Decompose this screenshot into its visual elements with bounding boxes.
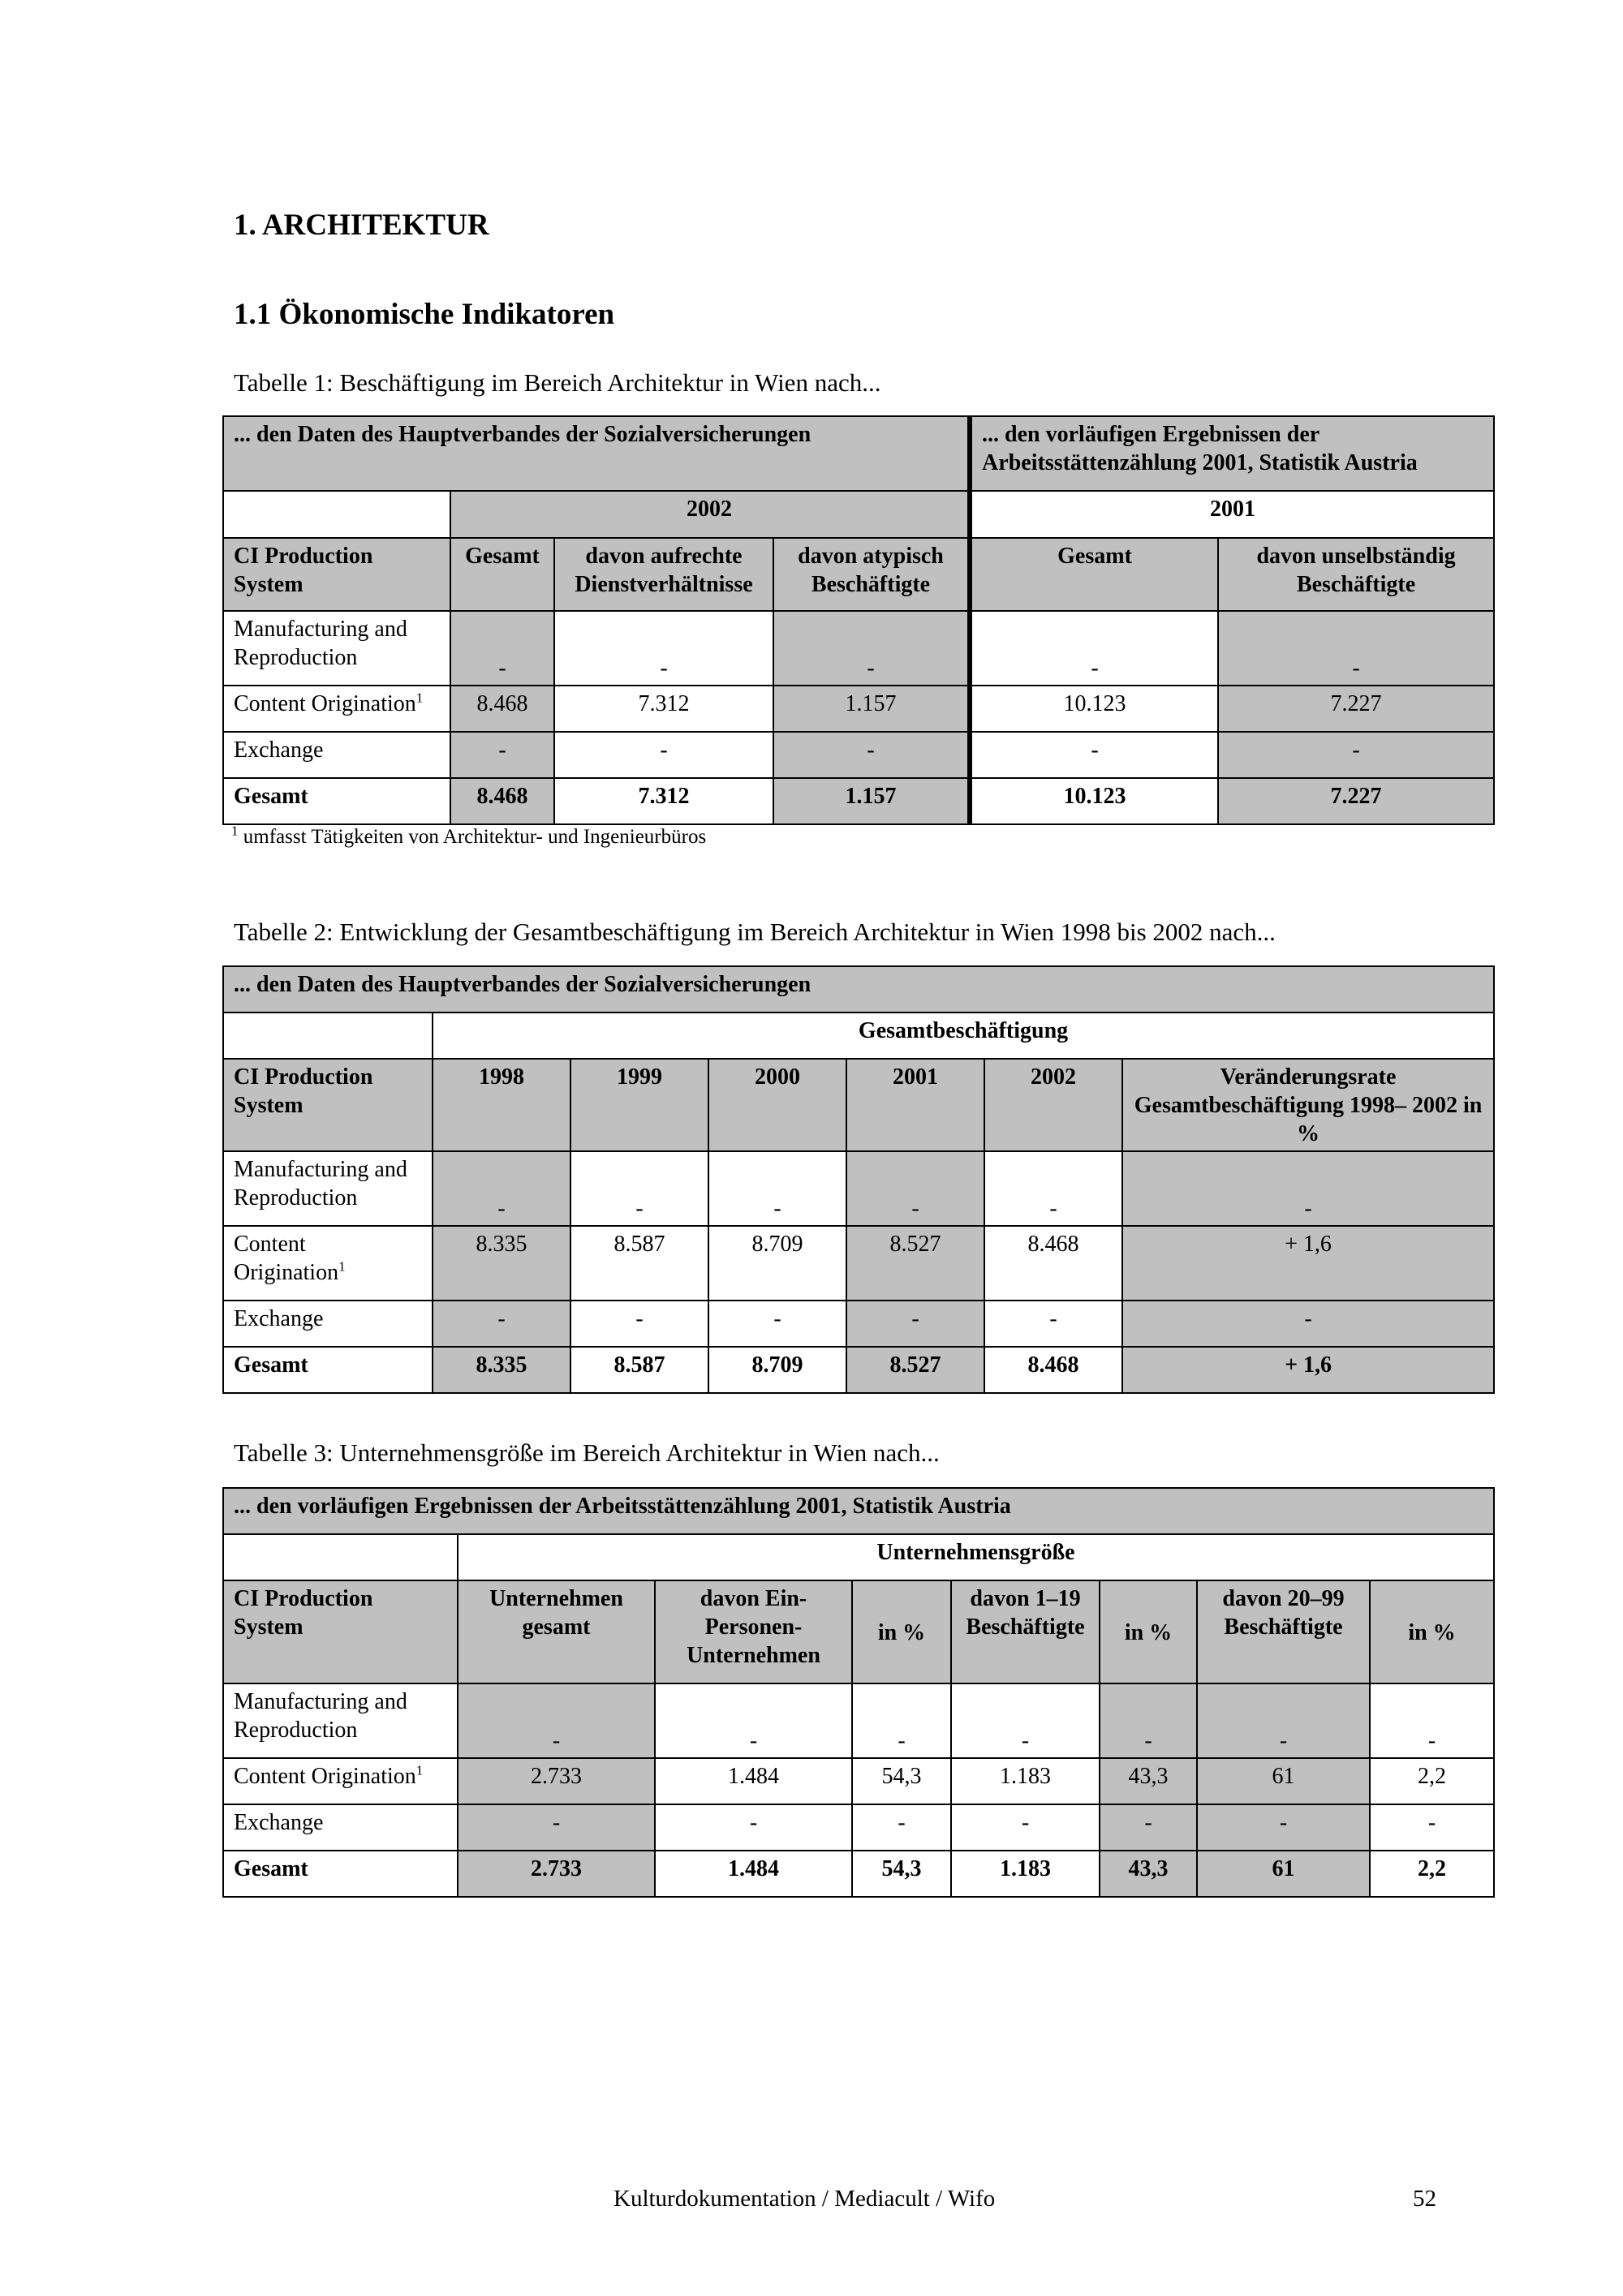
table-cell: - bbox=[773, 732, 970, 778]
table-cell: - bbox=[433, 1151, 570, 1226]
table1-header: davon aufrechte Dienstverhältnisse bbox=[554, 538, 773, 611]
footnote-marker: 1 bbox=[415, 690, 424, 706]
table-cell: - bbox=[852, 1683, 951, 1758]
table-cell: - bbox=[433, 1301, 570, 1347]
table3-header: in % bbox=[1370, 1580, 1494, 1683]
table1-year-right: 2001 bbox=[970, 491, 1494, 538]
table-row bbox=[223, 1683, 1494, 1758]
table-row bbox=[223, 732, 1494, 778]
table1-year-left: 2002 bbox=[450, 491, 970, 538]
table1-header: davon atypisch Beschäftigte bbox=[773, 538, 970, 611]
table2-header: Veränderungsrate Gesamtbeschäftigung 1998– 2002 in % bbox=[1122, 1059, 1494, 1151]
table-cell: 1.183 bbox=[951, 1851, 1100, 1897]
table3-header: in % bbox=[1100, 1580, 1197, 1683]
table-cell: 54,3 bbox=[852, 1758, 951, 1804]
table2-header: 1999 bbox=[570, 1059, 708, 1151]
row-label: Content Origination$^1$ bbox=[223, 1758, 458, 1804]
table-cell: 7.312 bbox=[554, 778, 773, 824]
table-cell: 7.227 bbox=[1218, 686, 1494, 732]
footer-text: Kulturdokumentation / Mediacult / Wifo bbox=[613, 2186, 996, 2212]
table2-header: 2002 bbox=[984, 1059, 1122, 1151]
table1-caption: Tabelle 1: Beschäftigung im Bereich Architektur in Wien nach... bbox=[234, 368, 881, 397]
table-cell: - bbox=[1218, 732, 1494, 778]
table-cell: 8.527 bbox=[846, 1226, 984, 1301]
table-cell: 10.123 bbox=[970, 778, 1218, 824]
table3-header: davon 1–19 Beschäftigte bbox=[951, 1580, 1100, 1683]
table3-header: davon 20–99 Beschäftigte bbox=[1197, 1580, 1370, 1683]
row-label: Exchange bbox=[223, 1804, 458, 1851]
table-row bbox=[223, 1151, 1494, 1226]
row-label: Manufacturing and Reproduction bbox=[223, 1683, 458, 1758]
table-cell: 1.484 bbox=[655, 1851, 852, 1897]
table-cell: - bbox=[846, 1301, 984, 1347]
table-row bbox=[223, 1758, 1494, 1804]
table-cell: 8.587 bbox=[570, 1347, 708, 1393]
table-cell: - bbox=[458, 1683, 655, 1758]
table-cell: 8.709 bbox=[708, 1347, 846, 1393]
table-cell: - bbox=[1370, 1683, 1494, 1758]
table1-source-right: ... den vorläufigen Ergebnissen der Arbeitsstättenzählung 2001, Statistik Austria bbox=[970, 416, 1494, 491]
section-heading: 1. ARCHITEKTUR bbox=[234, 209, 489, 242]
table1-header: Gesamt bbox=[450, 538, 554, 611]
table-row bbox=[223, 611, 1494, 686]
page-number: 52 bbox=[1413, 2186, 1436, 2212]
table1-footnote: $^1$ umfasst Tätigkeiten von Architektur- und Ingenieurbüros bbox=[231, 823, 707, 848]
table1 bbox=[222, 415, 1495, 825]
table-cell: - bbox=[1197, 1683, 1370, 1758]
table-cell: - bbox=[554, 732, 773, 778]
table3-header: in % bbox=[852, 1580, 951, 1683]
table-cell: 7.312 bbox=[554, 686, 773, 732]
table-cell: 1.183 bbox=[951, 1758, 1100, 1804]
table2-header: 2000 bbox=[708, 1059, 846, 1151]
table-row-total bbox=[223, 1347, 1494, 1393]
table-cell: 1.157 bbox=[773, 686, 970, 732]
row-label: Gesamt bbox=[223, 1347, 433, 1393]
table-cell: 43,3 bbox=[1100, 1851, 1197, 1897]
table-cell: - bbox=[970, 611, 1218, 686]
table2 bbox=[222, 965, 1495, 1394]
table2-header: 1998 bbox=[433, 1059, 570, 1151]
table-row bbox=[223, 686, 1494, 732]
table-cell: 2,2 bbox=[1370, 1758, 1494, 1804]
table-cell: - bbox=[708, 1301, 846, 1347]
table-cell: - bbox=[773, 611, 970, 686]
table-cell: + 1,6 bbox=[1122, 1347, 1494, 1393]
table-cell: - bbox=[1122, 1301, 1494, 1347]
table-cell: 43,3 bbox=[1100, 1758, 1197, 1804]
table3-header: Unternehmen gesamt bbox=[458, 1580, 655, 1683]
table-cell: 8.587 bbox=[570, 1226, 708, 1301]
table-cell: + 1,6 bbox=[1122, 1226, 1494, 1301]
table-cell: 1.157 bbox=[773, 778, 970, 824]
table-cell: - bbox=[458, 1804, 655, 1851]
table3-source: ... den vorläufigen Ergebnissen der Arbeitsstättenzählung 2001, Statistik Austria bbox=[223, 1488, 1494, 1534]
table1-source-left: ... den Daten des Hauptverbandes der Sozialversicherungen bbox=[223, 416, 970, 491]
table2-header: CI Production System bbox=[223, 1059, 433, 1151]
table-cell: 10.123 bbox=[970, 686, 1218, 732]
table-cell: 1.484 bbox=[655, 1758, 852, 1804]
table-cell: 8.468 bbox=[984, 1226, 1122, 1301]
subsection-heading: 1.1 Ökonomische Indikatoren bbox=[234, 298, 615, 331]
table-cell: - bbox=[846, 1151, 984, 1226]
table-cell: 8.527 bbox=[846, 1347, 984, 1393]
table-cell: - bbox=[951, 1804, 1100, 1851]
table3 bbox=[222, 1487, 1495, 1898]
table2-caption: Tabelle 2: Entwicklung der Gesamtbeschäftigung im Bereich Architektur in Wien 1998 bis 2002 nach... bbox=[234, 918, 1276, 946]
table-cell: - bbox=[450, 611, 554, 686]
table3-header: CI Production System bbox=[223, 1580, 458, 1683]
table3-header: davon Ein-Personen-Unternehmen bbox=[655, 1580, 852, 1683]
table-cell: - bbox=[708, 1151, 846, 1226]
table-cell: - bbox=[655, 1683, 852, 1758]
table-cell: 8.468 bbox=[984, 1347, 1122, 1393]
table-cell: 54,3 bbox=[852, 1851, 951, 1897]
table-cell: 8.335 bbox=[433, 1226, 570, 1301]
table-cell: 2,2 bbox=[1370, 1851, 1494, 1897]
row-label: Content Origination$^1$ bbox=[223, 686, 450, 732]
table-cell: - bbox=[1122, 1151, 1494, 1226]
table-cell: - bbox=[1100, 1683, 1197, 1758]
table-cell: - bbox=[1197, 1804, 1370, 1851]
table-cell: - bbox=[1370, 1804, 1494, 1851]
table-cell: 7.227 bbox=[1218, 778, 1494, 824]
row-label: Manufacturing and Reproduction bbox=[223, 611, 450, 686]
table-cell: 8.468 bbox=[450, 686, 554, 732]
table3-group-header: Unternehmensgröße bbox=[458, 1534, 1494, 1580]
table-cell: - bbox=[852, 1804, 951, 1851]
table1-header: CI Production System bbox=[223, 538, 450, 611]
table-cell: 61 bbox=[1197, 1851, 1370, 1897]
table-row bbox=[223, 1301, 1494, 1347]
table-cell: - bbox=[570, 1151, 708, 1226]
table-cell: 8.335 bbox=[433, 1347, 570, 1393]
table-cell: - bbox=[450, 732, 554, 778]
table-cell: - bbox=[951, 1683, 1100, 1758]
table-cell: - bbox=[970, 732, 1218, 778]
table-row bbox=[223, 1226, 1494, 1301]
table-cell: - bbox=[570, 1301, 708, 1347]
table-cell: - bbox=[655, 1804, 852, 1851]
table-cell: - bbox=[984, 1301, 1122, 1347]
row-label: Gesamt bbox=[223, 778, 450, 824]
table-cell: 2.733 bbox=[458, 1758, 655, 1804]
table3-caption: Tabelle 3: Unternehmensgröße im Bereich Architektur in Wien nach... bbox=[234, 1438, 940, 1467]
table-row bbox=[223, 1804, 1494, 1851]
table-row-total bbox=[223, 1851, 1494, 1897]
table1-header: davon unselbständig Beschäftigte bbox=[1218, 538, 1494, 611]
table1-header: Gesamt bbox=[970, 538, 1218, 611]
table-cell: 2.733 bbox=[458, 1851, 655, 1897]
row-label: Content Origination$^1$ bbox=[223, 1226, 433, 1301]
row-label: Exchange bbox=[223, 1301, 433, 1347]
table-row-total bbox=[223, 778, 1494, 824]
table2-source: ... den Daten des Hauptverbandes der Sozialversicherungen bbox=[223, 966, 1494, 1013]
row-label: Gesamt bbox=[223, 1851, 458, 1897]
table2-group-header: Gesamtbeschäftigung bbox=[433, 1013, 1494, 1059]
table-cell: - bbox=[1100, 1804, 1197, 1851]
table-cell: - bbox=[554, 611, 773, 686]
table-cell: - bbox=[984, 1151, 1122, 1226]
table-cell: 61 bbox=[1197, 1758, 1370, 1804]
row-label: Manufacturing and Reproduction bbox=[223, 1151, 433, 1226]
table2-header: 2001 bbox=[846, 1059, 984, 1151]
table-cell: - bbox=[1218, 611, 1494, 686]
table-cell: 8.709 bbox=[708, 1226, 846, 1301]
row-label: Exchange bbox=[223, 732, 450, 778]
table-cell: 8.468 bbox=[450, 778, 554, 824]
